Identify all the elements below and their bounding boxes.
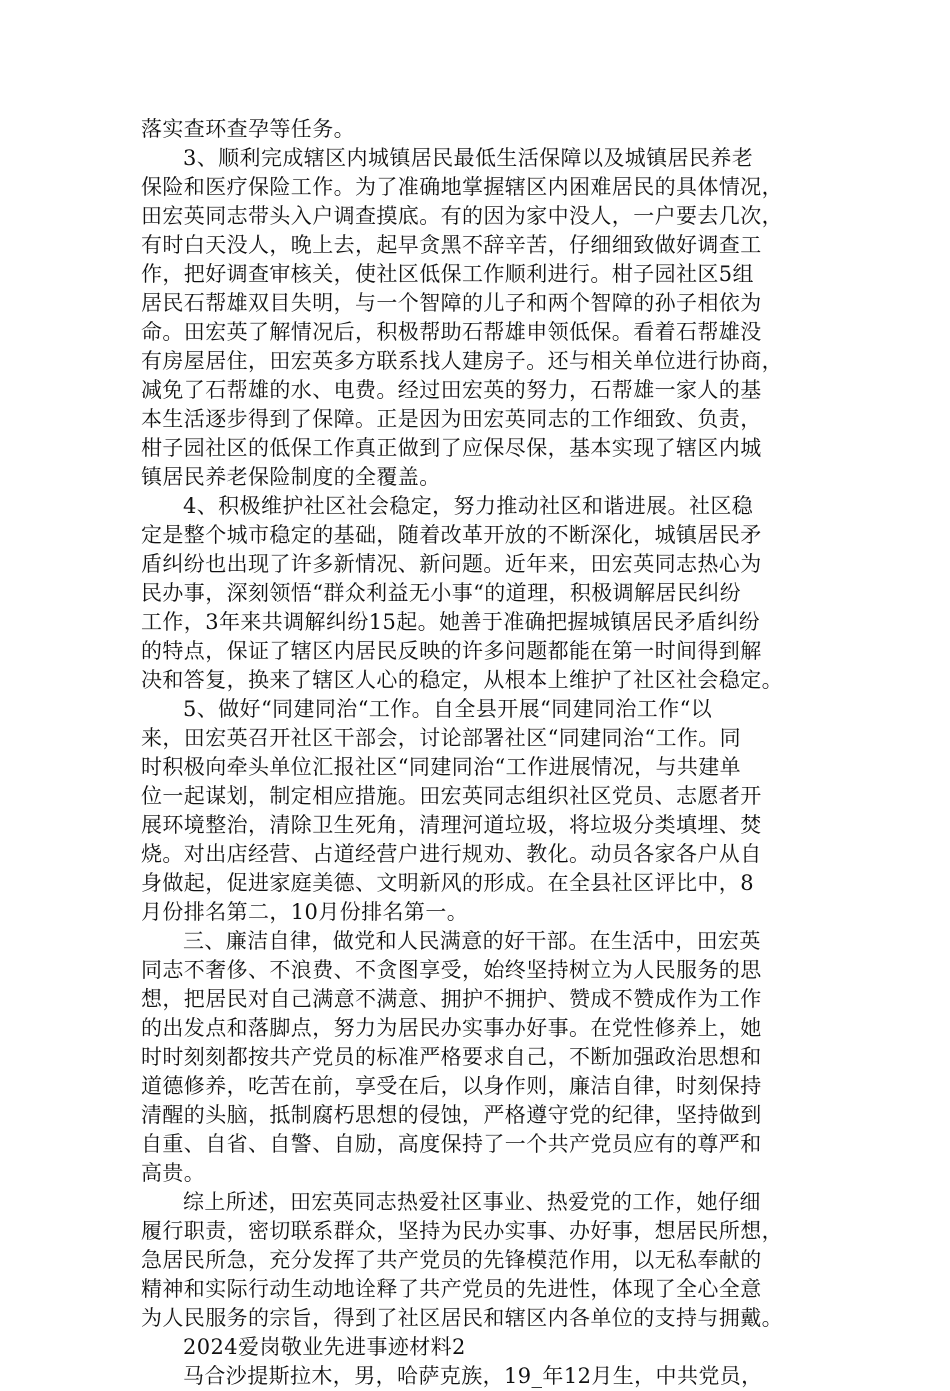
text-line: 工作，3年来共调解纠纷15起。她善于准确把握城镇居民矛盾纠纷 [141,610,761,634]
text-line: 柑子园社区的低保工作真正做到了应保尽保，基本实现了辖区内城 [141,436,762,460]
text-line: 有房屋居住，田宏英多方联系找人建房子。还与相关单位进行协商， [141,349,783,373]
text-line: 自重、自省、自警、自励，高度保持了一个共产党员应有的尊严和 [141,1132,762,1156]
text-line: 命。田宏英了解情况后，积极帮助石帮雄申领低保。看着石帮雄没 [141,320,762,344]
text-line: 的特点，保证了辖区内居民反映的许多问题都能在第一时间得到解 [141,639,762,663]
text-line: 减免了石帮雄的水、电费。经过田宏英的努力，石帮雄一家人的基 [141,378,762,402]
text-line: 位一起谋划，制定相应措施。田宏英同志组织社区党员、志愿者开 [141,784,762,808]
text-line: 5、做好“同建同治“工作。自全县开展“同建同治工作“以 [183,697,713,721]
text-line: 来，田宏英召开社区干部会，讨论部署社区“同建同治“工作。同 [141,726,742,750]
text-line: 烧。对出店经营、占道经营户进行规劝、教化。动员各家各户从自 [141,842,762,866]
text-line: 3、顺利完成辖区内城镇居民最低生活保障以及城镇居民养老 [183,146,754,170]
text-line: 三、廉洁自律，做党和人民满意的好干部。在生活中，田宏英 [183,929,761,953]
text-line: 时时刻刻都按共产党员的标准严格要求自己，不断加强政治思想和 [141,1045,762,1069]
text-line: 月份排名第二，10月份排名第一。 [141,900,469,924]
text-line: 2024爱岗敬业先进事迹材料2 [183,1335,466,1359]
text-line: 镇居民养老保险制度的全覆盖。 [141,465,441,489]
text-line: 作，把好调查审核关，使社区低保工作顺利进行。柑子园社区5组 [141,262,754,286]
text-line: 民办事，深刻领悟“群众利益无小事“的道理，积极调解居民纠纷 [141,581,742,605]
text-line: 定是整个城市稳定的基础，随着改革开放的不断深化，城镇居民矛 [141,523,762,547]
text-line: 精神和实际行动生动地诠释了共产党员的先进性，体现了全心全意 [141,1277,762,1301]
text-line: 身做起，促进家庭美德、文明新风的形成。在全县社区评比中，8 [141,871,754,895]
text-line: 居民石帮雄双目失明，与一个智障的儿子和两个智障的孙子相依为 [141,291,762,315]
text-line: 决和答复，换来了辖区人心的稳定，从根本上维护了社区社会稳定。 [141,668,783,692]
text-line: 综上所述，田宏英同志热爱社区事业、热爱党的工作，她仔细 [183,1190,761,1214]
text-line: 履行职责，密切联系群众，坚持为民办实事、办好事，想居民所想， [141,1219,783,1243]
text-line: 有时白天没人，晚上去，起早贪黑不辞辛苦，仔细细致做好调查工 [141,233,762,257]
text-line: 展环境整治，清除卫生死角，清理河道垃圾，将垃圾分类填埋、焚 [141,813,762,837]
text-line: 想，把居民对自己满意不满意、拥护不拥护、赞成不赞成作为工作 [141,987,762,1011]
text-line: 马合沙提斯拉木，男，哈萨克族，19_年12月生，中共党员， [183,1364,763,1388]
text-line: 为人民服务的宗旨，得到了社区居民和辖区内各单位的支持与拥戴。 [141,1306,783,1330]
text-line: 时积极向牵头单位汇报社区“同建同治“工作进展情况，与共建单 [141,755,742,779]
text-line: 盾纠纷也出现了许多新情况、新问题。近年来，田宏英同志热心为 [141,552,762,576]
text-line: 本生活逐步得到了保障。正是因为田宏英同志的工作细致、负责， [141,407,762,431]
text-line: 保险和医疗保险工作。为了准确地掌握辖区内困难居民的具体情况， [141,175,783,199]
text-line: 道德修养，吃苦在前，享受在后，以身作则，廉洁自律，时刻保持 [141,1074,762,1098]
document-body [141,115,813,1391]
text-line: 急居民所急，充分发挥了共产党员的先锋模范作用，以无私奉献的 [141,1248,762,1272]
text-line: 高贵。 [141,1161,206,1185]
text-line: 4、积极维护社区社会稳定，努力推动社区和谐进展。社区稳 [183,494,754,518]
text-line: 落实查环查孕等任务。 [141,117,355,141]
text-line: 同志不奢侈、不浪费、不贪图享受，始终坚持树立为人民服务的思 [141,958,762,982]
text-line: 清醒的头脑，抵制腐朽思想的侵蚀，严格遵守党的纪律，坚持做到 [141,1103,762,1127]
text-line: 的出发点和落脚点，努力为居民办实事办好事。在党性修养上，她 [141,1016,762,1040]
text-line: 田宏英同志带头入户调查摸底。有的因为家中没人，一户要去几次， [141,204,783,228]
